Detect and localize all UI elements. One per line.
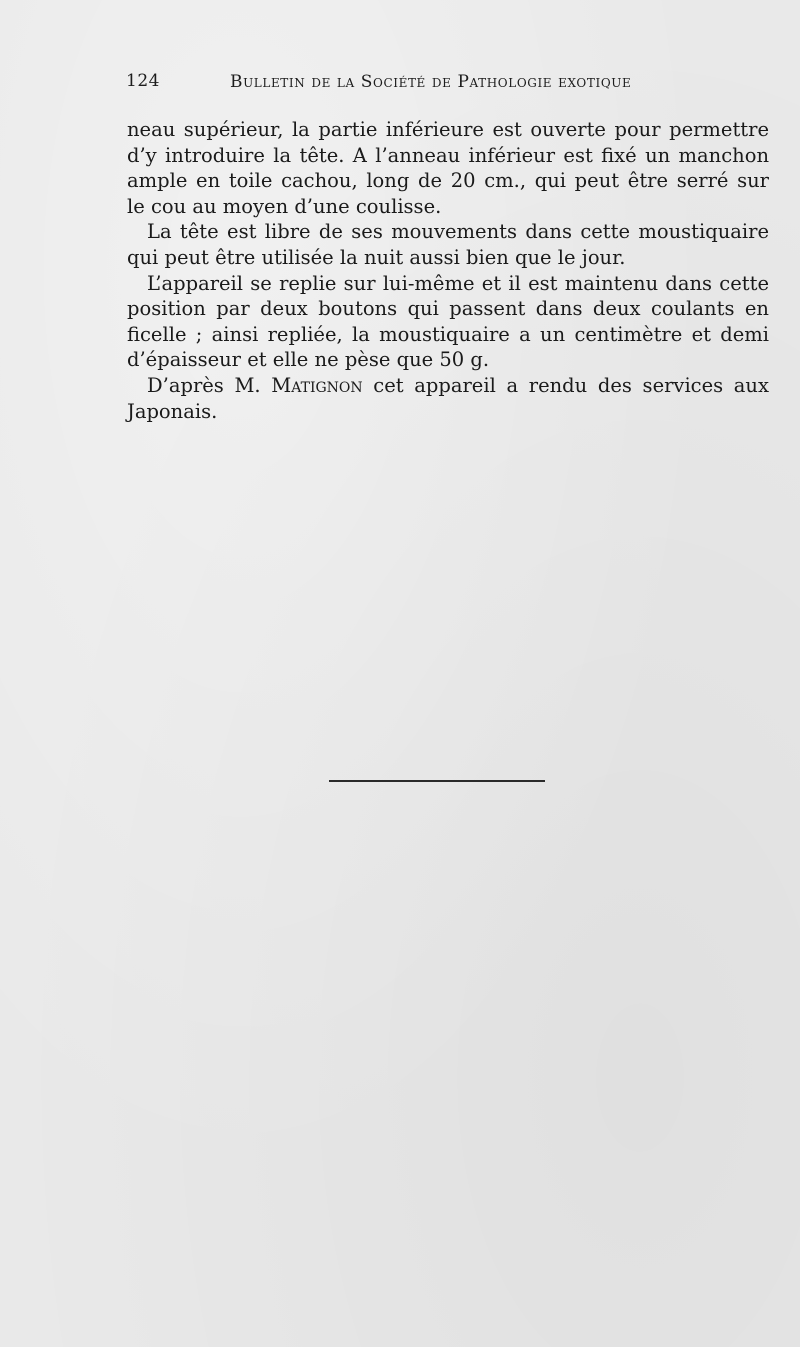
section-divider (329, 780, 545, 782)
text-line: position par deux boutons qui passent dans deux coulants en (127, 297, 769, 321)
text-line: L’appareil se replie sur lui-même et il est maintenu dans cette (147, 271, 769, 295)
journal-title: Bulletin de la Société de Pathologie exotique (230, 72, 632, 92)
text-line: d’y introduire la tête. A l’anneau inférieur est fixé un manchon (127, 143, 769, 167)
text-line: ficelle ; ainsi repliée, la moustiquaire a un centimètre et demi (127, 322, 769, 346)
page-number: 124 (126, 71, 160, 91)
text-line: le cou au moyen d’une coulisse. (127, 194, 442, 218)
author-name: Matignon (271, 373, 363, 397)
body-text (127, 117, 769, 424)
text-fragment: D’après M. (147, 373, 272, 397)
text-line: d’épaisseur et elle ne pèse que 50 g. (127, 348, 490, 372)
text-line: neau supérieur, la partie inférieure est ouverte pour permettre (127, 118, 769, 141)
text-line (127, 373, 769, 399)
text-line: Japonais. (127, 399, 218, 423)
text-fragment: cet appareil a rendu des services aux (362, 373, 769, 397)
text-line: La tête est libre de ses mouvements dans cette moustiquaire (147, 220, 769, 244)
text-line: ample en toile cachou, long de 20 cm., qui peut être serré sur (127, 169, 769, 193)
text-line: qui peut être utilisée la nuit aussi bien que le jour. (127, 245, 626, 269)
